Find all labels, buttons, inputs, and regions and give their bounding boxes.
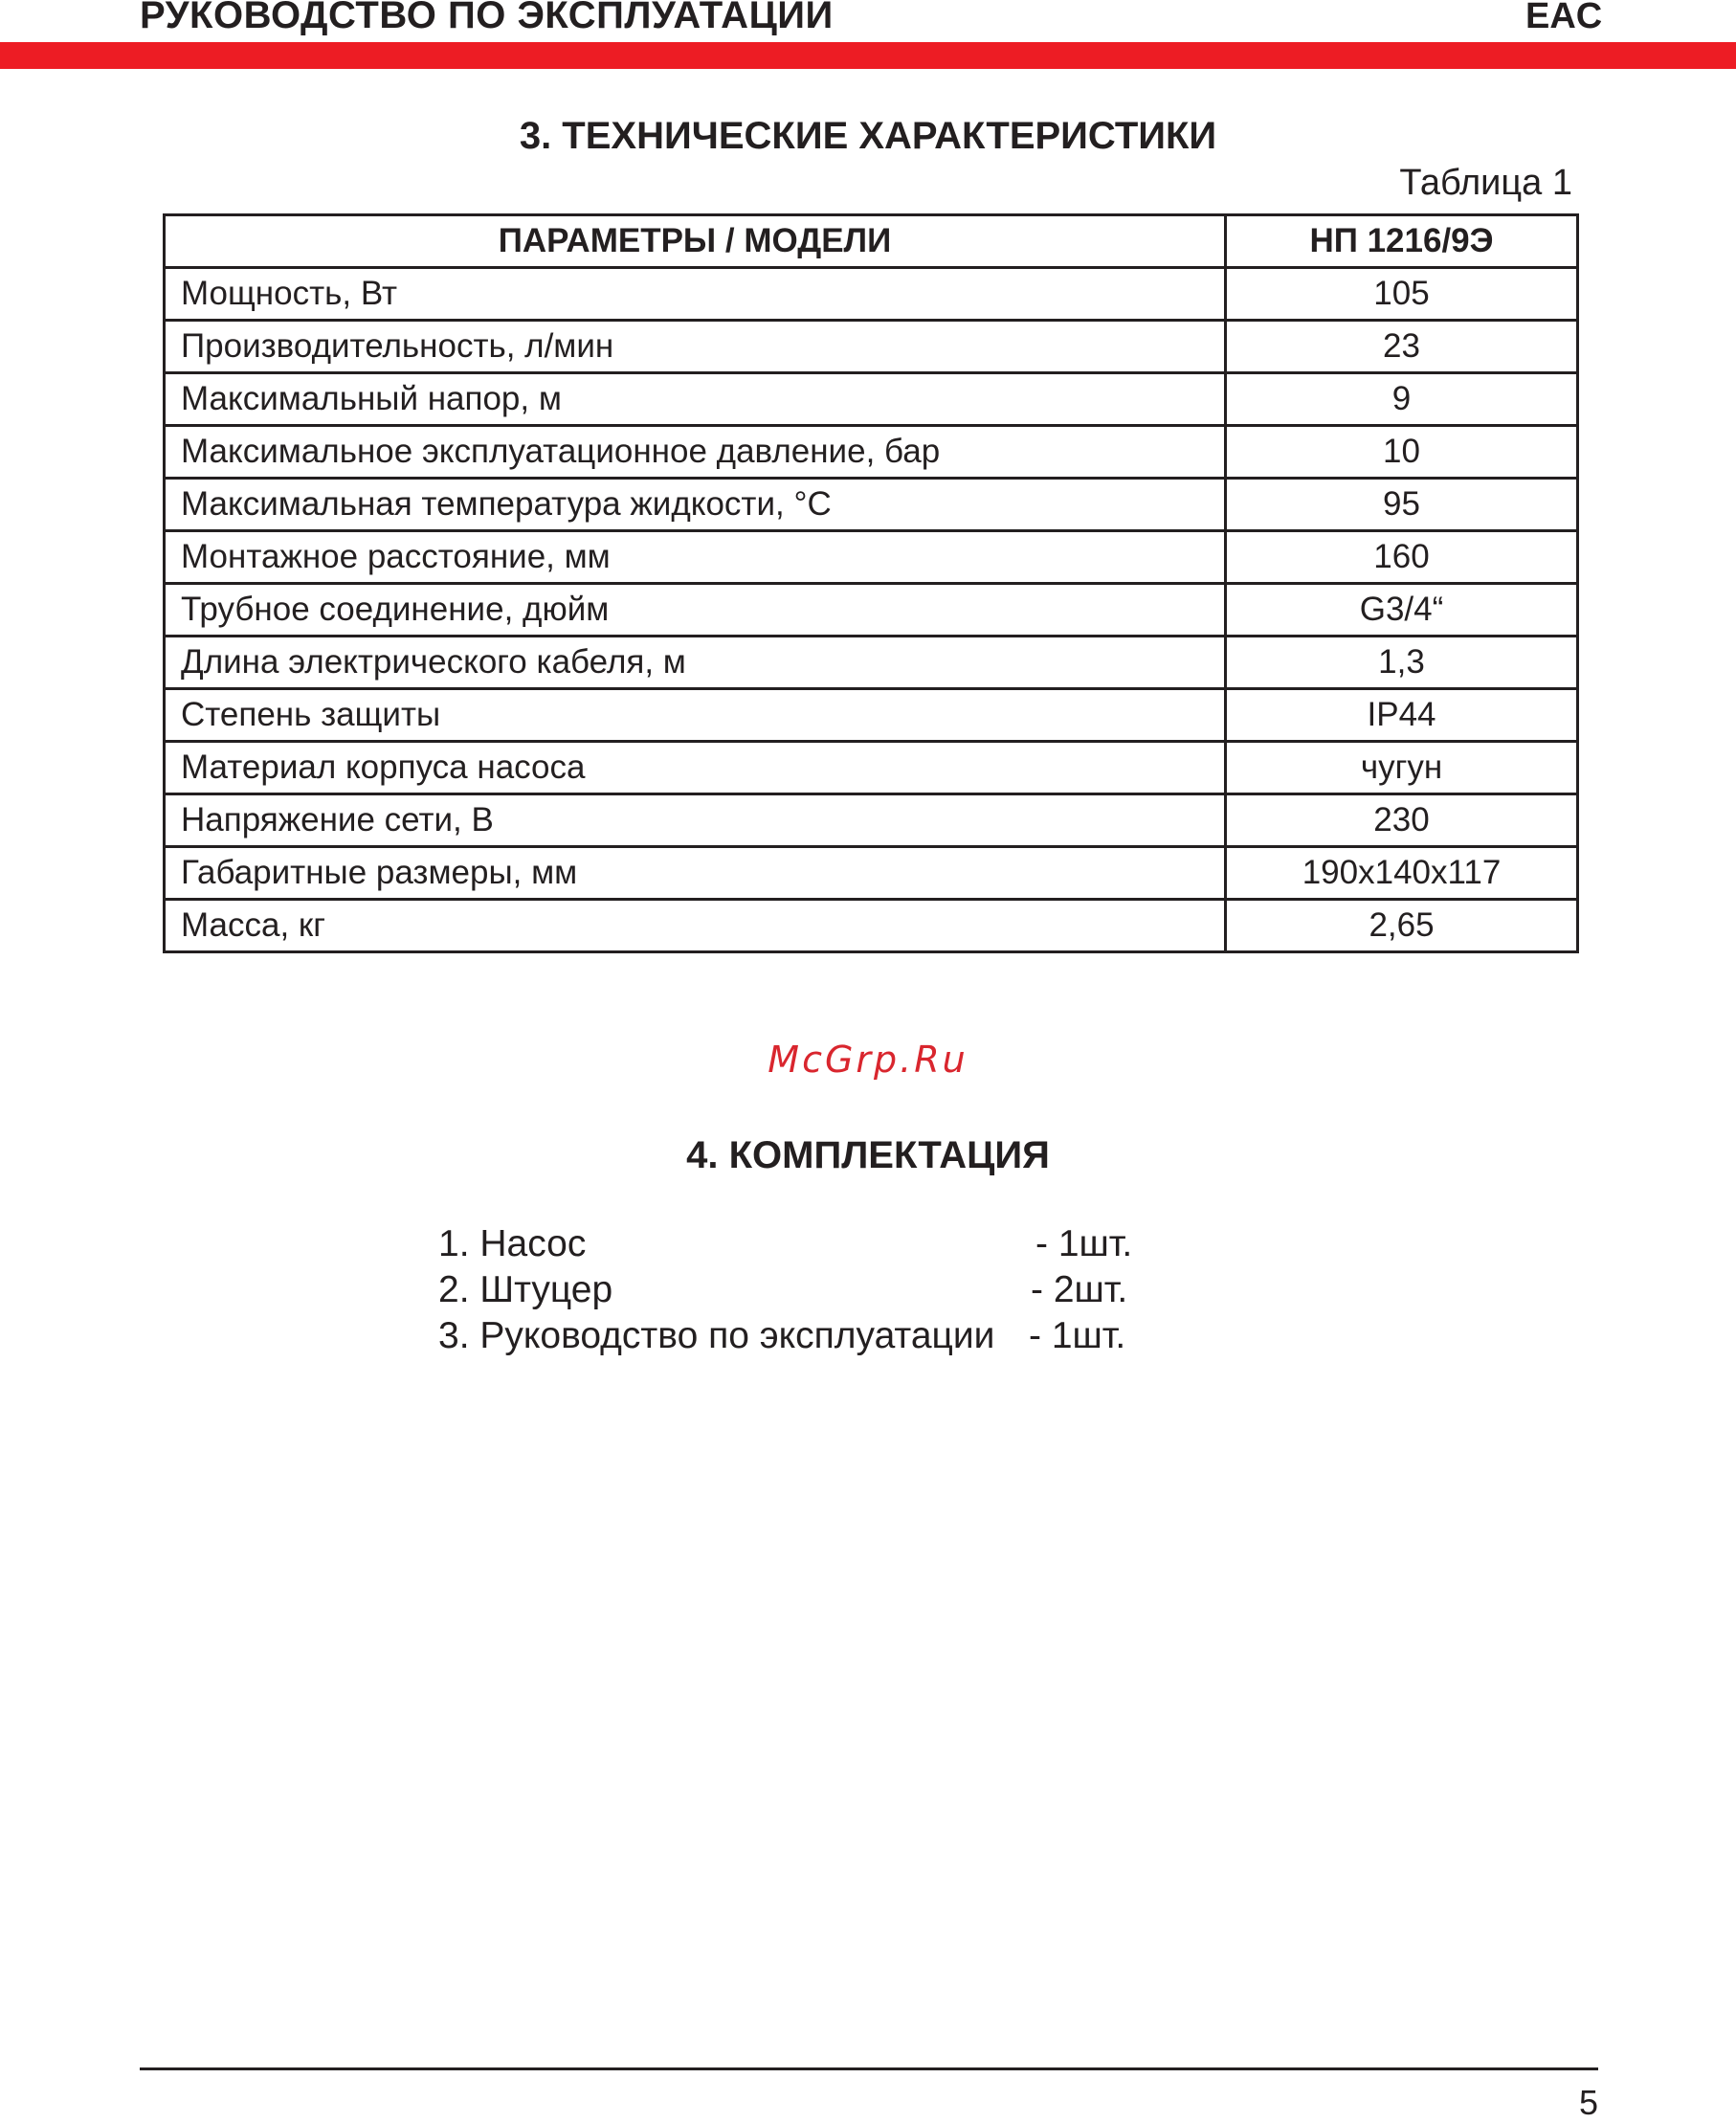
table-row bbox=[165, 900, 1578, 952]
param-cell: Материал корпуса насоса bbox=[165, 742, 1226, 794]
header-accent-bar bbox=[0, 42, 1736, 69]
value-cell: 2,65 bbox=[1226, 900, 1578, 952]
kit-item-name: 2. Штуцер bbox=[438, 1269, 613, 1310]
footer-divider bbox=[140, 2067, 1598, 2070]
table-row bbox=[165, 742, 1578, 794]
table-row bbox=[165, 584, 1578, 637]
table-row bbox=[165, 479, 1578, 531]
value-cell: IP44 bbox=[1226, 689, 1578, 742]
value-cell: 9 bbox=[1226, 373, 1578, 426]
value-cell: 160 bbox=[1226, 531, 1578, 584]
param-cell: Длина электрического кабеля, м bbox=[165, 637, 1226, 689]
value-cell: 23 bbox=[1226, 321, 1578, 373]
kit-section-title: 4. КОМПЛЕКТАЦИЯ bbox=[686, 1134, 1050, 1176]
specs-section-title: 3. ТЕХНИЧЕСКИЕ ХАРАКТЕРИСТИКИ bbox=[519, 115, 1217, 157]
table-row bbox=[165, 531, 1578, 584]
value-cell: 190x140x117 bbox=[1226, 847, 1578, 900]
param-cell: Габаритные размеры, мм bbox=[165, 847, 1226, 900]
header-title: РУКОВОДСТВО ПО ЭКСПЛУАТАЦИИ bbox=[140, 0, 834, 36]
value-cell: чугун bbox=[1226, 742, 1578, 794]
kit-item-name: 3. Руководство по эксплуатации bbox=[438, 1315, 995, 1356]
kit-item-quantity: - 1шт. bbox=[1029, 1315, 1126, 1356]
table-row bbox=[165, 426, 1578, 479]
table-row bbox=[165, 794, 1578, 847]
value-cell: 105 bbox=[1226, 268, 1578, 321]
param-cell: Трубное соединение, дюйм bbox=[165, 584, 1226, 637]
kit-item-quantity: - 1шт. bbox=[1035, 1223, 1133, 1264]
column-header-parameters: ПАРАМЕТРЫ / МОДЕЛИ bbox=[165, 215, 1226, 268]
param-cell: Степень защиты bbox=[165, 689, 1226, 742]
page-number: 5 bbox=[1578, 2083, 1598, 2122]
value-cell: G3/4“ bbox=[1226, 584, 1578, 637]
param-cell: Максимальная температура жидкости, °С bbox=[165, 479, 1226, 531]
value-cell: 1,3 bbox=[1226, 637, 1578, 689]
param-cell: Максимальное эксплуатационное давление, бар bbox=[165, 426, 1226, 479]
table-row bbox=[165, 689, 1578, 742]
value-cell: 230 bbox=[1226, 794, 1578, 847]
param-cell: Напряжение сети, В bbox=[165, 794, 1226, 847]
param-cell: Производительность, л/мин bbox=[165, 321, 1226, 373]
table-row bbox=[165, 373, 1578, 426]
eac-certification-mark: EAC bbox=[1525, 0, 1603, 36]
value-cell: 10 bbox=[1226, 426, 1578, 479]
table-header-row bbox=[165, 215, 1578, 268]
param-cell: Мощность, Вт bbox=[165, 268, 1226, 321]
watermark: McGrp.Ru bbox=[768, 1039, 968, 1081]
table-row bbox=[165, 637, 1578, 689]
table-caption: Таблица 1 bbox=[1399, 163, 1572, 203]
table-row bbox=[165, 268, 1578, 321]
table-row bbox=[165, 321, 1578, 373]
value-cell: 95 bbox=[1226, 479, 1578, 531]
column-header-model: НП 1216/9Э bbox=[1226, 215, 1578, 268]
param-cell: Максимальный напор, м bbox=[165, 373, 1226, 426]
param-cell: Масса, кг bbox=[165, 900, 1226, 952]
kit-item-quantity: - 2шт. bbox=[1031, 1269, 1128, 1310]
table-row bbox=[165, 847, 1578, 900]
param-cell: Монтажное расстояние, мм bbox=[165, 531, 1226, 584]
specifications-table bbox=[163, 213, 1579, 953]
kit-item-name: 1. Насос bbox=[438, 1223, 587, 1264]
